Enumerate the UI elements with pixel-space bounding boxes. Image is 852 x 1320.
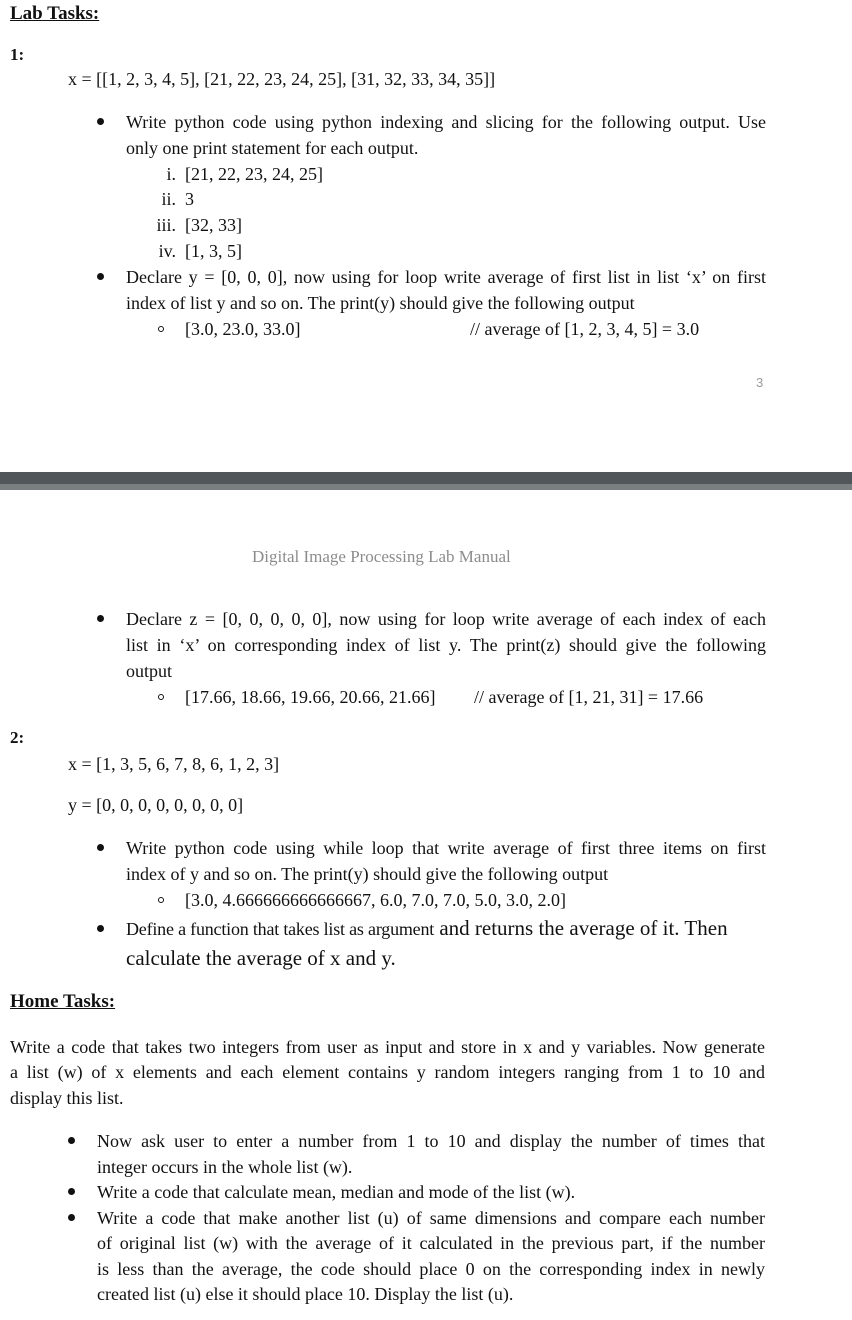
home-bullet3-line2: of original list (w) with the average of it calculated in the previous part, if the number xyxy=(97,1233,765,1253)
list-item-value: [21, 22, 23, 24, 25] xyxy=(185,164,323,184)
roman-numeral: ii. xyxy=(161,189,176,209)
circle-bullet-icon xyxy=(158,326,164,332)
bullet-icon xyxy=(68,1188,75,1195)
task1-bullet3-line1: Declare z = [0, 0, 0, 0, 0], now using for loop write average of each index of each xyxy=(126,609,766,629)
task1-bullet2-line1: Declare y = [0, 0, 0], now using for loop write average of first list in list ‘x’ on first xyxy=(126,267,766,287)
list-item-value: [1, 3, 5] xyxy=(185,241,242,261)
roman-numeral: i. xyxy=(166,164,176,184)
bullet-icon xyxy=(97,273,104,280)
home-bullet1-line2: integer occurs in the whole list (w). xyxy=(97,1157,353,1177)
circle-bullet-icon xyxy=(158,897,164,903)
bullet-icon xyxy=(68,1214,75,1221)
task1-bullet3-output: [17.66, 18.66, 19.66, 20.66, 21.66] xyxy=(185,687,436,707)
task2-bullet2-line2: calculate the average of x and y. xyxy=(126,946,396,970)
home-bullet3-line3: is less than the average, the code should place 0 on the corresponding index in newly xyxy=(97,1259,765,1279)
task1-bullet2-comment: // average of [1, 2, 3, 4, 5] = 3.0 xyxy=(470,319,700,339)
roman-numeral: iii. xyxy=(156,215,176,235)
home-bullet3-line1: Write a code that make another list (u) of same dimensions and compare each number xyxy=(97,1208,765,1228)
bullet-icon xyxy=(68,1137,75,1144)
task1-x-definition: x = [[1, 2, 3, 4, 5], [21, 22, 23, 24, 25], [31, 32, 33, 34, 35]] xyxy=(68,69,496,89)
task1-bullet3-line2: list in ‘x’ on corresponding index of list y. The print(z) should give the following xyxy=(126,635,766,655)
task1-bullet3-comment: // average of [1, 21, 31] = 17.66 xyxy=(474,687,704,707)
bullet-icon xyxy=(97,844,104,851)
task1-number: 1: xyxy=(10,45,25,64)
page-separator xyxy=(0,472,852,484)
list-item-value: 3 xyxy=(185,189,194,209)
lab-tasks-heading: Lab Tasks: xyxy=(10,3,100,24)
task1-bullet2-line2: index of list y and so on. The print(y) should give the following output xyxy=(126,293,635,313)
task2-y-definition: y = [0, 0, 0, 0, 0, 0, 0, 0] xyxy=(68,795,244,815)
bullet-icon xyxy=(97,118,104,125)
task1-bullet2-output: [3.0, 23.0, 33.0] xyxy=(185,319,301,339)
home-bullet2-line1: Write a code that calculate mean, median and mode of the list (w). xyxy=(97,1182,576,1202)
page-header-title: Digital Image Processing Lab Manual xyxy=(252,547,511,566)
task1-bullet1-line2: only one print statement for each output. xyxy=(126,138,419,158)
task2-bullet2-text-large: and returns the average of it. Then xyxy=(434,916,728,940)
task1-bullet3-line3: output xyxy=(126,661,173,681)
page-number: 3 xyxy=(756,375,764,390)
task2-number: 2: xyxy=(10,728,25,747)
home-para-line2: a list (w) of x elements and each element contains y random integers ranging from 1 to 10 and xyxy=(10,1062,765,1082)
task2-bullet1-line2: index of y and so on. The print(y) should give the following output xyxy=(126,864,609,884)
bullet-icon xyxy=(97,615,104,622)
task2-bullet1-line1: Write python code using while loop that write average of first three items on first xyxy=(126,838,766,858)
task1-bullet1-line1: Write python code using python indexing and slicing for the following output. Use xyxy=(126,112,766,132)
task2-bullet2-line1 xyxy=(126,913,728,946)
home-para-line1: Write a code that takes two integers from user as input and store in x and y variables. Now generate xyxy=(10,1037,765,1057)
list-item-value: [32, 33] xyxy=(185,215,242,235)
page-separator-shadow xyxy=(0,484,852,490)
task2-x-definition: x = [1, 3, 5, 6, 7, 8, 6, 1, 2, 3] xyxy=(68,754,280,774)
task2-bullet2-text-small: Define a function that takes list as argument xyxy=(126,919,435,939)
home-bullet3-line4: created list (u) else it should place 10. Display the list (u). xyxy=(97,1284,514,1304)
home-bullet1-line1: Now ask user to enter a number from 1 to 10 and display the number of times that xyxy=(97,1131,765,1151)
bullet-icon xyxy=(97,925,104,932)
home-tasks-heading: Home Tasks: xyxy=(10,991,116,1012)
home-para-line3: display this list. xyxy=(10,1088,124,1108)
roman-numeral: iv. xyxy=(158,241,176,261)
circle-bullet-icon xyxy=(158,694,164,700)
task2-bullet1-output: [3.0, 4.666666666666667, 6.0, 7.0, 7.0, 5.0, 3.0, 2.0] xyxy=(185,890,566,910)
